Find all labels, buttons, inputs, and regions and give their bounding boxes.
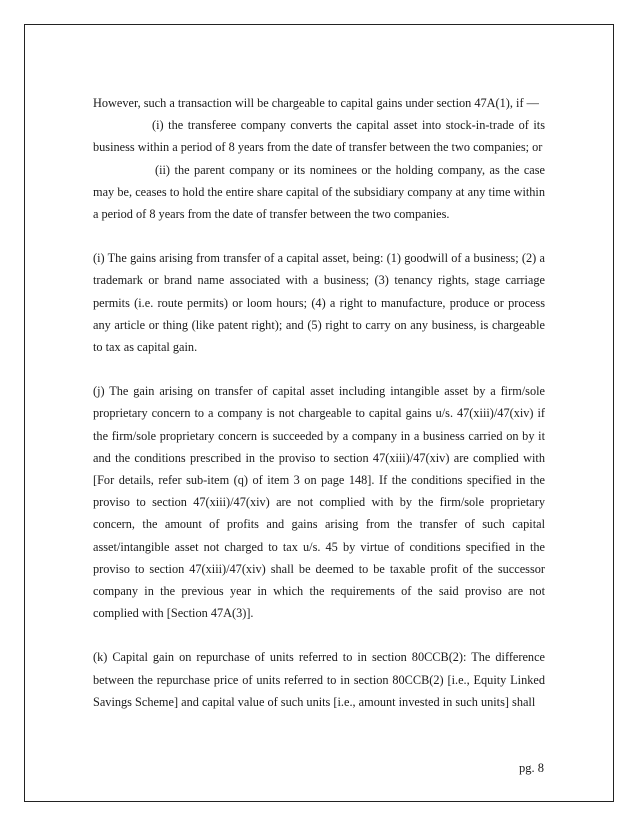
document-body bbox=[93, 92, 545, 713]
item-i-paragraph: (i) The gains arising from transfer of a capital asset, being: (1) goodwill of a business; (2) a trademark or brand name associated with a business; (3) tenancy rights, stage carriage permits (i.e. route permits) or loom hours; (4) a right to manufacture, produce or process any article or thing (like patent right); and (5) right to carry on any business, is chargeable to tax as capital gain. bbox=[93, 251, 545, 355]
item-j-paragraph: (j) The gain arising on transfer of capital asset including intangible asset by a firm/sole proprietary concern to a company is not chargeable to capital gains u/s. 47(xiii)/47(xiv) if the firm/sole proprietary concern is succeeded by a company in a business carried on by it and the conditions prescribed in the proviso to section 47(xiii)/47(xiv) are complied with [For details, refer sub-item (q) of item 3 on page 148]. If the conditions specified in the proviso to section 47(xiii)/47(xiv) are not complied with by the firm/sole proprietary concern, the amount of profits and gains arising from the transfer of such capital asset/intangible asset not charged to tax u/s. 45 by virtue of conditions specified in the proviso to section 47(xiii)/47(xiv) shall be deemed to be taxable profit of the successor company in the previous year in which the requirements of the said proviso are not complied with [Section 47A(3)]. bbox=[93, 384, 545, 621]
page-number: pg. 8 bbox=[519, 761, 544, 775]
condition-i-paragraph: (i) the transferee company converts the capital asset into stock-in-trade of its business within a period of 8 years from the date of transfer between the two companies; or bbox=[93, 118, 545, 155]
condition-ii-paragraph: (ii) the parent company or its nominees or the holding company, as the case may be, ceases to hold the entire share capital of the subsidiary company at any time within a period of 8 years from the date of transfer between the two companies. bbox=[93, 162, 545, 222]
item-k-paragraph: (k) Capital gain on repurchase of units referred to in section 80CCB(2): The difference between the repurchase price of units referred to in section 80CCB(2) [i.e., Equity Linked Savings Scheme] and capital value of such units [i.e., amount invested in such units] shall bbox=[93, 650, 545, 709]
intro-paragraph: However, such a transaction will be chargeable to capital gains under section 47A(1), if — bbox=[93, 96, 539, 110]
